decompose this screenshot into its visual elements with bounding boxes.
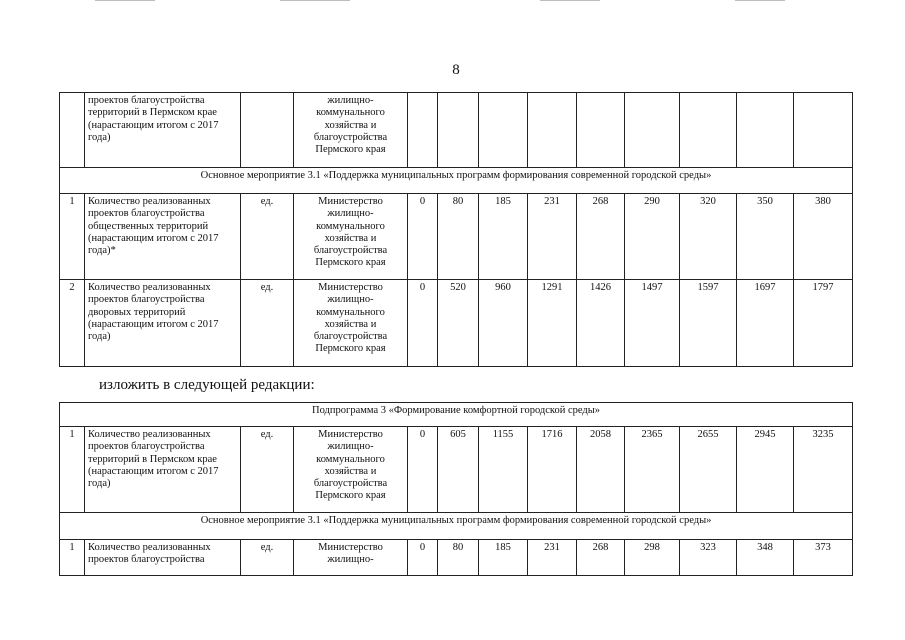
organization-cell: жилищно-коммунального хозяйства и благоустройства Пермского края: [294, 93, 408, 168]
value-cell: [680, 93, 737, 168]
value-cell: 1716: [528, 427, 577, 513]
table-row: [60, 194, 853, 280]
value-cell: 231: [528, 194, 577, 280]
value-cell: 320: [680, 194, 737, 280]
indicators-table-old: [59, 92, 853, 367]
indicators-table-new: [59, 402, 853, 576]
section-row: [60, 403, 853, 427]
value-cell: 0: [408, 280, 438, 367]
table-row: [60, 540, 853, 576]
section-title: Основное мероприятие 3.1 «Поддержка муниципальных программ формирования современной городской среды»: [60, 168, 853, 194]
value-cell: 3235: [794, 427, 853, 513]
value-cell: 2365: [625, 427, 680, 513]
section-title: Основное мероприятие 3.1 «Поддержка муниципальных программ формирования современной городской среды»: [60, 513, 853, 540]
value-cell: 348: [737, 540, 794, 576]
unit-cell: [241, 93, 294, 168]
value-cell: 185: [479, 540, 528, 576]
value-cell: 80: [438, 194, 479, 280]
value-cell: 350: [737, 194, 794, 280]
value-cell: 605: [438, 427, 479, 513]
value-cell: 0: [408, 427, 438, 513]
value-cell: 185: [479, 194, 528, 280]
value-cell: 298: [625, 540, 680, 576]
organization-cell: Министерство жилищно-коммунального хозяйства и благоустройства Пермского края: [294, 427, 408, 513]
table-row: [60, 280, 853, 367]
value-cell: 380: [794, 194, 853, 280]
page-number: 8: [452, 62, 460, 78]
row-number-cell: 2: [60, 280, 85, 367]
value-cell: [528, 93, 577, 168]
value-cell: 80: [438, 540, 479, 576]
value-cell: 1797: [794, 280, 853, 367]
value-cell: 520: [438, 280, 479, 367]
value-cell: [577, 93, 625, 168]
scan-edge-line: [280, 0, 350, 1]
indicator-cell: Количество реализованных проектов благоустройства дворовых территорий (нарастающим итогом с 2017 года): [85, 280, 241, 367]
value-cell: 268: [577, 540, 625, 576]
value-cell: 290: [625, 194, 680, 280]
indicator-cell: проектов благоустройства территорий в Пермском крае (нарастающим итогом с 2017 года): [85, 93, 241, 168]
value-cell: [438, 93, 479, 168]
value-cell: 268: [577, 194, 625, 280]
value-cell: 323: [680, 540, 737, 576]
scan-edge-line: [95, 0, 155, 1]
unit-cell: ед.: [241, 427, 294, 513]
table-row: [60, 427, 853, 513]
row-number-cell: 1: [60, 427, 85, 513]
value-cell: [479, 93, 528, 168]
value-cell: 1497: [625, 280, 680, 367]
row-number-cell: 1: [60, 540, 85, 576]
row-number-cell: 1: [60, 194, 85, 280]
value-cell: [408, 93, 438, 168]
unit-cell: ед.: [241, 280, 294, 367]
value-cell: 1697: [737, 280, 794, 367]
value-cell: 2655: [680, 427, 737, 513]
table-row: [60, 93, 853, 168]
value-cell: 0: [408, 540, 438, 576]
row-number-cell: [60, 93, 85, 168]
indicator-cell: Количество реализованных проектов благоустройства территорий в Пермском крае (нарастающим итогом с 2017 года): [85, 427, 241, 513]
unit-cell: ед.: [241, 540, 294, 576]
organization-cell: Министерство жилищно-коммунального хозяйства и благоустройства Пермского края: [294, 194, 408, 280]
value-cell: 1155: [479, 427, 528, 513]
indicator-cell: Количество реализованных проектов благоустройства: [85, 540, 241, 576]
value-cell: 2058: [577, 427, 625, 513]
value-cell: 960: [479, 280, 528, 367]
value-cell: 373: [794, 540, 853, 576]
scan-edge-line: [540, 0, 600, 1]
value-cell: 0: [408, 194, 438, 280]
organization-cell: Министерство жилищно-: [294, 540, 408, 576]
indicator-cell: Количество реализованных проектов благоустройства общественных территорий (нарастающим итогом с 2017 года)*: [85, 194, 241, 280]
organization-cell: Министерство жилищно-коммунального хозяйства и благоустройства Пермского края: [294, 280, 408, 367]
scan-edge-line: [735, 0, 785, 1]
section-row: [60, 513, 853, 540]
value-cell: 1426: [577, 280, 625, 367]
intro-text: изложить в следующей редакции:: [99, 377, 315, 393]
value-cell: 1597: [680, 280, 737, 367]
section-row: [60, 168, 853, 194]
value-cell: 1291: [528, 280, 577, 367]
value-cell: [625, 93, 680, 168]
subprogram-title: Подпрограмма 3 «Формирование комфортной городской среды»: [60, 403, 853, 427]
value-cell: 2945: [737, 427, 794, 513]
value-cell: 231: [528, 540, 577, 576]
value-cell: [794, 93, 853, 168]
value-cell: [737, 93, 794, 168]
unit-cell: ед.: [241, 194, 294, 280]
